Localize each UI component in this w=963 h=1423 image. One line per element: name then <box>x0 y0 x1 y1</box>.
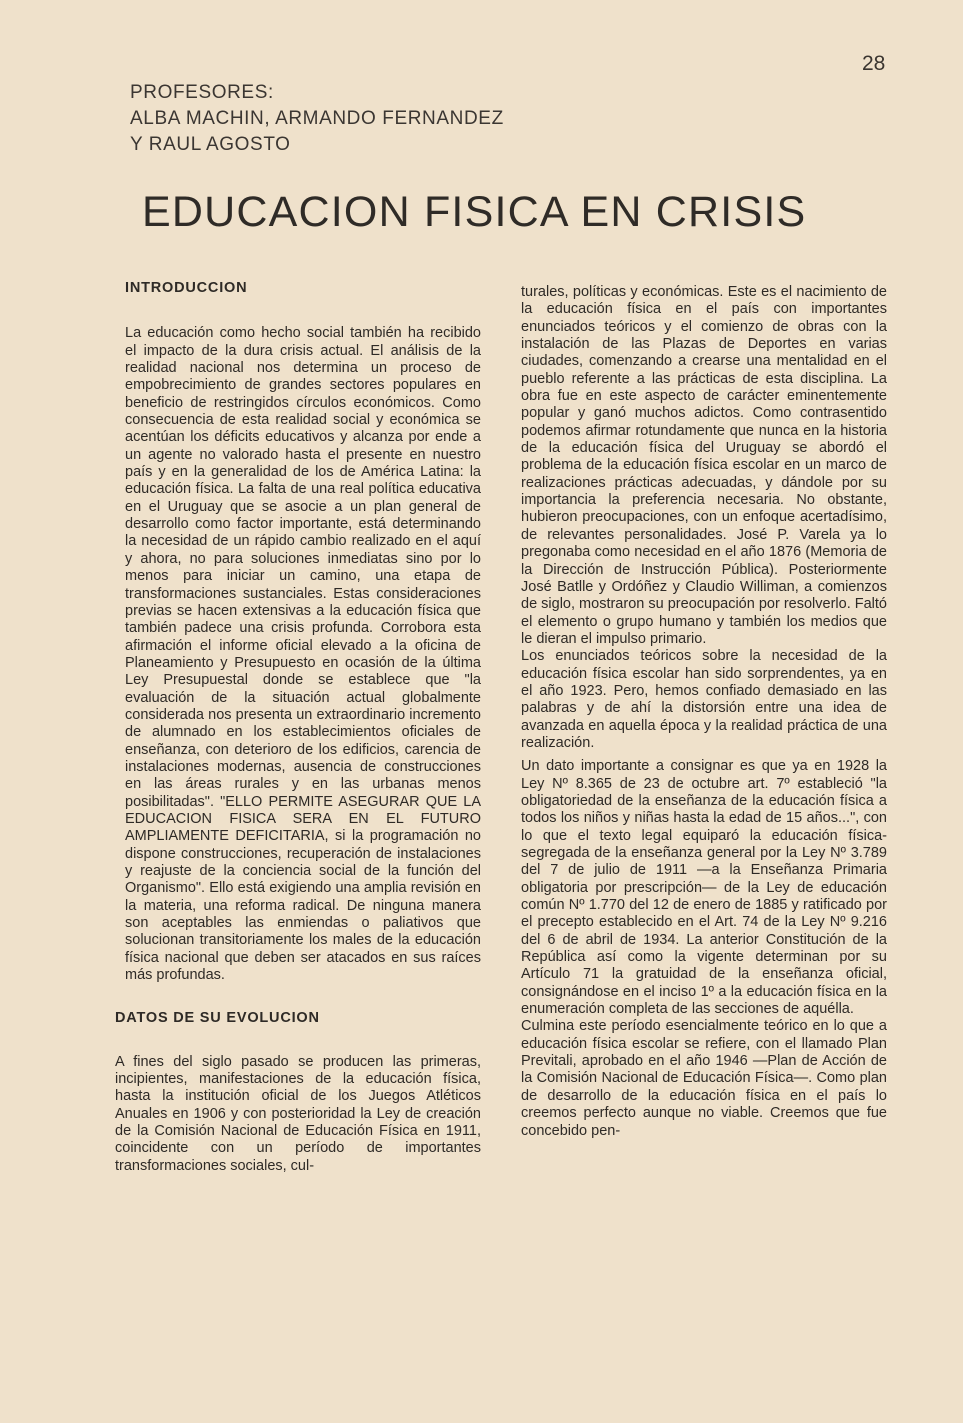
page-number: 28 <box>862 52 886 75</box>
authors-line: PROFESORES: <box>130 82 274 103</box>
paragraph: Un dato importante a consignar es que ya en 1928 la Ley Nº 8.365 de 23 de octubre art. 7º estableció "la obligatoriedad de la enseñanza de la educación física a todos los niños y niñas hasta la edad de 15 años...", con lo que el texto legal equiparó la educación física-segregada de la enseñanza general por la Ley Nº 3.789 del 7 de julio de 1911 —a la Enseñanza Primaria obligatoria por prescripción— de la Ley de educación común Nº 1.770 del 12 de enero de 1885 y ratificado por el precepto establecido en el Art. 74 de la Ley Nº 9.216 del 6 de abril de 1934. La anterior Constitución de la República así como la vigente determinan por su Artículo 71 la gratuidad de la enseñanza oficial, consignándose en el inciso 1º a la educación física en la enumeración completa de las secciones de aquélla. <box>521 758 887 1018</box>
section-heading-intro: INTRODUCCION <box>125 280 248 296</box>
paragraph: Culmina este período esencialmente teórico en lo que a educación física escolar se refiere, con el llamado Plan Previtali, aprobado en el año 1946 —Plan de Acción de la Comisión Nacional de Educación Física—. Como plan de desarrollo de la educación física en el país lo creemos perfecto aunque no viable. Creemos que fue concebido pen- <box>521 1018 887 1139</box>
left-column <box>115 280 481 1175</box>
right-column <box>521 284 887 1140</box>
intro-paragraph: La educación como hecho social también ha recibido el impacto de la dura crisis actual. El análisis de la realidad nacional nos determina un proceso de empobrecimiento de grandes sectores populares en beneficio de restringidos círculos económicos. Como consecuencia de esta realidad social y económica se acentúan los déficits educativos y alcanza por ende a un agente no valorado hasta el presente en nuestro país y en la generalidad de los de América Latina: la educación física. La falta de una real política educativa en el Uruguay que se asocie a un plan general de desarrollo como factor importante, está determinando la necesidad de un rápido cambio realizado en el aquí y ahora, no para soluciones inmediatas sino por lo menos para iniciar un camino, una etapa de transformaciones sustanciales. Estas consideraciones previas se hacen extensivas a la educación física que también padece una crisis profunda. Corrobora esta afirmación el informe oficial elevado a la oficina de Planeamiento y Presupuesto en ocasión de la última Ley Presupuestal donde se establece que "la evaluación de la situación actual globalmente considerada nos presenta un extraordinario incremento de alumnado en los establecimientos oficiales de enseñanza, con deterioro de los edificios, carencia de instalaciones modernas, ausencia de construcciones en las áreas rurales y en las urbanas menos posibilitadas". "ELLO PERMITE ASEGURAR QUE LA EDUCACION FISICA SERA EN EL FUTURO AMPLIAMENTE DEFICITARIA, si la programación no dispone construcciones, recuperación de instalaciones y reajuste de la conciencia social de la función del Organismo". Ello está exigiendo una amplia revisión en la materia, una reforma radical. De ninguna manera son aceptables las enmiendas o paliativos que solucionan transitoriamente los males de la educación física nacional que deben ser atacados en sus raíces más profundas. <box>125 325 481 984</box>
authors-block <box>130 80 690 158</box>
authors-line: ALBA MACHIN, ARMANDO FERNANDEZ <box>130 108 504 129</box>
paragraph: turales, políticas y económicas. Este es el nacimiento de la educación física en el país con importantes enunciados teóricos y el comienzo de obras con la instalación de las Plazas de Deportes en varias ciudades, comenzando a crearse una mentalidad en el pueblo referente a las prácticas de esta disciplina. La obra fue en este aspecto de carácter eminentemente popular y ganó muchos adictos. Como contrasentido podemos afirmar rotundamente que nunca en la historia de la educación física del Uruguay se abordó el problema de la educación física escolar en un marco de realizaciones prácticas adecuadas, y dándole por su importancia la preferencia necesaria. No obstante, hubieron preocupaciones, con un enfoque acertadísimo, de relevantes personalidades. José P. Varela ya lo pregonaba como necesidad en el año 1876 (Memoria de la Dirección de Instrucción Pública). Posteriormente José Batlle y Ordóñez y Claudio Williman, a comienzos de siglo, mostraron su preocupación por resolverlo. Faltó el elemento o grupo humano y también los medios que le dieran el impulso primario. <box>521 284 887 647</box>
section-heading-evolution: DATOS DE SU EVOLUCION <box>115 1010 320 1027</box>
authors-line: Y RAUL AGOSTO <box>130 134 291 155</box>
evolution-paragraph: A fines del siglo pasado se producen las primeras, incipientes, manifestaciones de la educación física, hasta la institución oficial de los Juegos Atléticos Anuales en 1906 y con posterioridad la Ley de creación de la Comisión Nacional de Educación Física en 1911, coincidente con un período de importantes transformaciones sociales, cul- <box>115 1053 481 1174</box>
article-title: EDUCACION FISICA EN CRISIS <box>142 188 807 236</box>
paragraph: Los enunciados teóricos sobre la necesidad de la educación física escolar han sido sorprendentes, ya en el año 1923. Pero, hemos confiado demasiado en las palabras y de ahí la distorsión entre una idea de avanzada en aquella época y la realidad práctica de una realización. <box>521 648 887 751</box>
